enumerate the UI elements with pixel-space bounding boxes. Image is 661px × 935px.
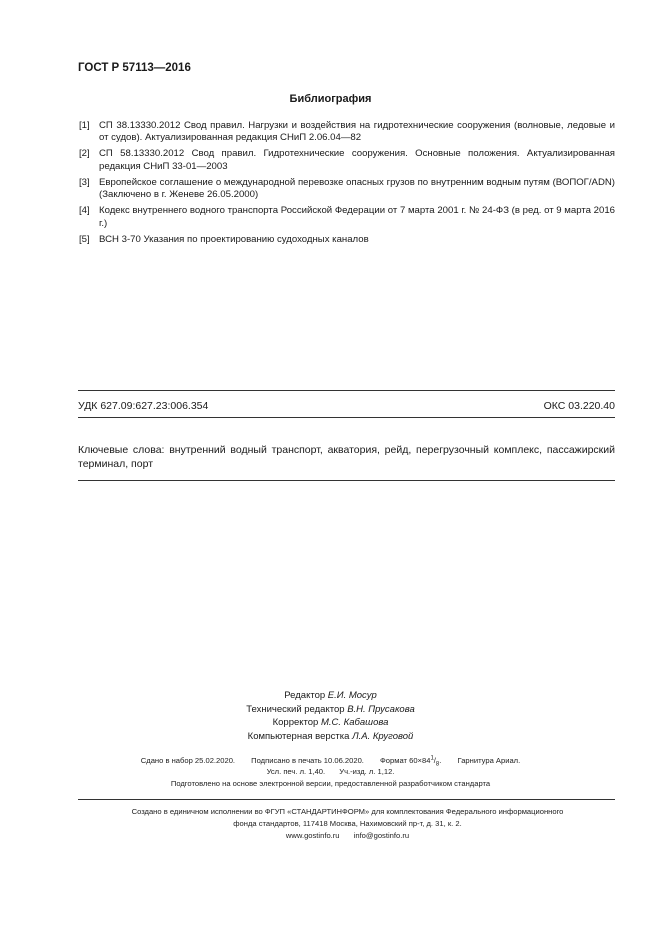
print-sheets: Усл. печ. л. 1,40. xyxy=(266,767,326,776)
standard-number: ГОСТ Р 57113—2016 xyxy=(78,62,191,74)
bibliography-item-number: [1] xyxy=(79,120,90,131)
divider-keywords xyxy=(78,480,615,481)
email-link[interactable]: info@gostinfo.ru xyxy=(353,831,410,840)
format-den: 8 xyxy=(435,761,440,768)
divider-top xyxy=(78,390,615,391)
signed-date xyxy=(251,756,364,765)
bibliography-item xyxy=(79,120,615,145)
divider-middle xyxy=(78,417,615,418)
publishing-sheets: Уч.-изд. л. 1,12. xyxy=(339,767,395,776)
credit-role: Редактор xyxy=(284,690,326,701)
bibliography-title: Библиография xyxy=(289,93,372,105)
credit-row xyxy=(0,716,661,730)
signed-date-text: Подписано в печать 10.06.2020. xyxy=(251,755,364,765)
bibliography-item-text: Европейское соглашение о международной перевозке опасных грузов по внутренним водным путям (ВОПОГ/ADN) (Заключено в г. Женеве 26.05.2000) xyxy=(99,176,615,201)
credit-role: Корректор xyxy=(272,717,319,728)
udk-code: УДК 627.09:627.23:006.354 xyxy=(78,400,209,412)
bibliography-item-number: [4] xyxy=(79,205,90,217)
divider-bottom xyxy=(78,799,615,800)
format-num: 1 xyxy=(430,755,434,761)
publisher-line-1: Создано в единичном исполнении во ФГУП «СТАНДАРТИНФОРМ» для комплектования Федерального информационного xyxy=(131,807,564,816)
bibliography-item-number: [2] xyxy=(79,148,90,160)
credit-name: Е.И. Мосур xyxy=(327,690,377,701)
prepared-note: Подготовлено на основе электронной версии, предоставленной разработчиком стандарта xyxy=(170,779,491,788)
format-suffix: . xyxy=(439,755,442,765)
credits-block xyxy=(0,689,661,743)
keywords: Ключевые слова: внутренний водный транспорт, акватория, рейд, перегрузочный комплекс, пассажирский терминал, порт xyxy=(78,444,615,470)
bibliography-item-text: СП 58.13330.2012 Свод правил. Гидротехнические сооружения. Основные положения. Актуализированная редакция СНиП 33-01—2003 xyxy=(99,148,615,172)
publication-details xyxy=(0,755,661,767)
website-link[interactable]: www.gostinfo.ru xyxy=(285,831,340,840)
format: Формат $60\times 84^1/_8$. xyxy=(380,755,442,768)
format-prefix: Формат 60×84 xyxy=(380,755,431,765)
typeface: Гарнитура Ариал. xyxy=(457,755,521,765)
credit-row xyxy=(0,730,661,744)
publisher-info xyxy=(80,806,615,842)
credit-row xyxy=(0,703,661,717)
bibliography-item xyxy=(79,148,615,173)
bibliography-item-text: Кодекс внутреннего водного транспорта Российской Федерации от 7 марта 2001 г. № 24-ФЗ (в ред. от 9 марта 2016 г.) xyxy=(99,205,615,229)
bibliography-item xyxy=(79,177,615,202)
credit-role: Технический редактор xyxy=(246,703,345,715)
credit-name: В.Н. Прусакова xyxy=(347,703,415,715)
credit-name: Л.А. Круговой xyxy=(352,730,414,742)
bibliography-item-number: [3] xyxy=(79,176,90,188)
submitted-date: Сдано в набор 25.02.2020. xyxy=(140,755,236,765)
credit-role: Компьютерная верстка xyxy=(247,730,350,742)
bibliography-item xyxy=(79,205,615,230)
bibliography-list xyxy=(79,120,615,250)
publisher-contacts xyxy=(80,830,615,842)
oks-code: ОКС 03.220.40 xyxy=(543,400,615,412)
bibliography-item-text: ВСН 3-70 Указания по проектированию судоходных каналов xyxy=(99,233,369,245)
publisher-line-2: фонда стандартов, 117418 Москва, Нахимовский пр-т, д. 31, к. 2. xyxy=(233,819,462,828)
sheet-counts xyxy=(0,767,661,776)
credit-name: М.С. Кабашова xyxy=(320,717,389,728)
credit-row xyxy=(0,689,661,703)
bibliography-item xyxy=(79,234,615,246)
bibliography-item-text: СП 38.13330.2012 Свод правил. Нагрузки и воздействия на гидротехнические сооружения (волновые, ледовые и от судов). Актуализированная редакция СНиП 2.06.04—82 xyxy=(99,120,615,144)
bibliography-item-number: [5] xyxy=(79,233,90,245)
